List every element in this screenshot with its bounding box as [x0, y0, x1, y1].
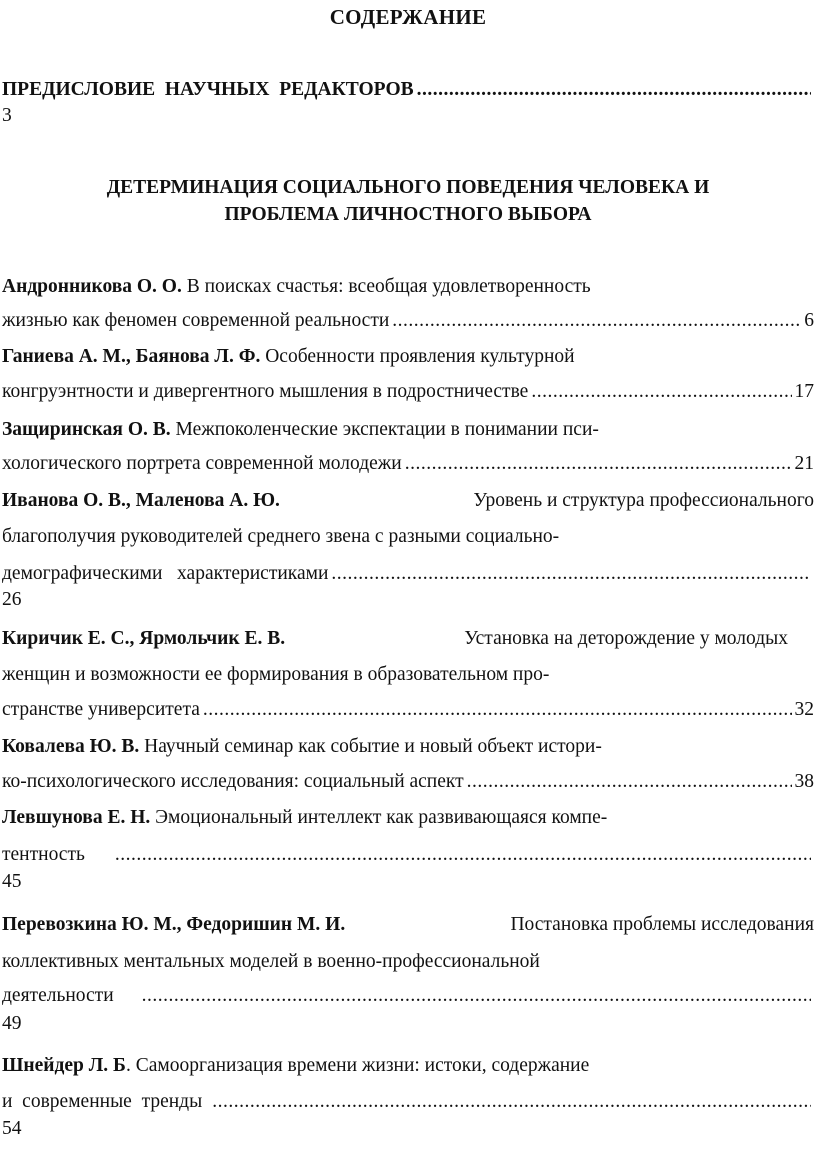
entry-title: ко-психологического исследования: социальный аспект [2, 771, 464, 792]
entry-title: Межпоколенческие экспектации в понимании пси- [170, 419, 599, 440]
entry-title: Особенности проявления культурной [260, 346, 575, 367]
toc-entry-line[interactable] [2, 843, 814, 867]
toc-entry-line[interactable] [2, 275, 591, 299]
toc-entry-line[interactable] [2, 698, 814, 722]
section-heading-line-2: ПРОБЛЕМА ЛИЧНОСТНОГО ВЫБОРА [224, 204, 592, 225]
dot-leader [142, 984, 811, 1008]
entry-page-number: 17 [794, 381, 814, 402]
toc-entry-line[interactable] [2, 735, 602, 759]
toc-entry-line[interactable] [2, 489, 814, 513]
entry-authors: Иванова О. В., Маленова А. Ю. [2, 490, 280, 511]
entry-authors: Киричик Е. С., Ярмольчик Е. В. [2, 628, 286, 649]
entry-title: Научный семинар как событие и новый объект истори- [139, 736, 602, 757]
entry-page-number: 26 [2, 589, 22, 610]
entry-title: хологического портрета современной молодежи [2, 453, 402, 474]
toc-entry-line[interactable] [2, 309, 814, 333]
entry-page-number: 38 [794, 771, 814, 792]
entry-title: деятельности [2, 985, 114, 1006]
entry-authors: Перевозкина Ю. М., Федоришин М. И. [2, 914, 346, 935]
dot-leader [331, 562, 811, 586]
dot-leader [405, 452, 792, 476]
entry-title: Постановка проблемы исследования [510, 914, 814, 935]
preface-label: ПРЕДИСЛОВИЕ НАУЧНЫХ РЕДАКТОРОВ [2, 79, 414, 100]
entry-authors: Андронникова О. О. [2, 276, 182, 297]
entry-authors: Ганиева А. М., Баянова Л. Ф. [2, 346, 261, 367]
dot-leader [115, 843, 811, 867]
toc-entry-line[interactable] [2, 418, 599, 442]
toc-entry-line[interactable] [2, 663, 549, 687]
entry-authors: Защиринская О. В. [2, 419, 171, 440]
toc-entry-line[interactable] [2, 345, 575, 369]
entry-authors: Ковалева Ю. В. [2, 736, 140, 757]
entry-title: странстве университета [2, 699, 200, 720]
entry-title: демографическими характеристиками [2, 563, 329, 584]
dot-leader [417, 78, 811, 102]
dot-leader [212, 1090, 811, 1114]
entry-page-number: 45 [2, 871, 22, 892]
toc-entry-line[interactable] [2, 452, 814, 476]
dot-leader [392, 309, 801, 333]
toc-entry-line[interactable] [2, 950, 540, 974]
entry-authors: Левшунова Е. Н. [2, 807, 151, 828]
section-heading-line-1: ДЕТЕРМИНАЦИЯ СОЦИАЛЬНОГО ПОВЕДЕНИЯ ЧЕЛОВЕКА И [106, 177, 710, 198]
toc-entry-line[interactable] [2, 984, 814, 1008]
entry-title: тентность [2, 844, 85, 865]
toc-entry-line[interactable] [2, 1054, 589, 1078]
toc-entry-line[interactable] [2, 913, 814, 937]
toc-entry-line[interactable] [2, 770, 814, 794]
entry-title: В поисках счастья: всеобщая удовлетворенность [181, 276, 591, 297]
entry-title: Эмоциональный интеллект как развивающаяся компе- [150, 807, 608, 828]
entry-title: коллективных ментальных моделей в военно-профессиональной [2, 951, 540, 972]
dot-leader [531, 380, 791, 404]
preface-page-number: 3 [2, 105, 12, 126]
toc-entry-line[interactable] [2, 562, 814, 586]
entry-title: женщин и возможности ее формирования в образовательном про- [2, 664, 550, 685]
entry-title: . Самоорганизация времени жизни: истоки, содержание [125, 1055, 590, 1076]
toc-entry-line[interactable] [2, 806, 607, 830]
entry-title: жизнью как феномен современной реальности [2, 310, 390, 331]
entry-title: и современные тренды [2, 1091, 203, 1112]
entry-page-number: 6 [804, 310, 814, 331]
entry-page-number: 32 [794, 699, 814, 720]
toc-entry-preface[interactable] [2, 78, 814, 102]
toc-entry-line[interactable] [2, 1090, 814, 1114]
entry-title: благополучия руководителей среднего звена с разными социально- [2, 526, 560, 547]
entry-page-number: 21 [794, 453, 814, 474]
toc-entry-line[interactable] [2, 525, 559, 549]
entry-title: Уровень и структура профессионального [473, 490, 814, 511]
dot-leader [203, 698, 792, 722]
entry-title: Установка на деторождение у молодых [464, 628, 788, 649]
entry-title: конгруэнтности и дивергентного мышления в подростничестве [2, 381, 529, 402]
page-title: СОДЕРЖАНИЕ [329, 5, 487, 29]
entry-page-number: 49 [2, 1013, 22, 1034]
entry-authors: Шнейдер Л. Б [2, 1055, 126, 1076]
toc-entry-line[interactable] [2, 380, 814, 404]
toc-entry-line[interactable] [2, 627, 788, 651]
entry-page-number: 54 [2, 1118, 22, 1139]
dot-leader [467, 770, 792, 794]
